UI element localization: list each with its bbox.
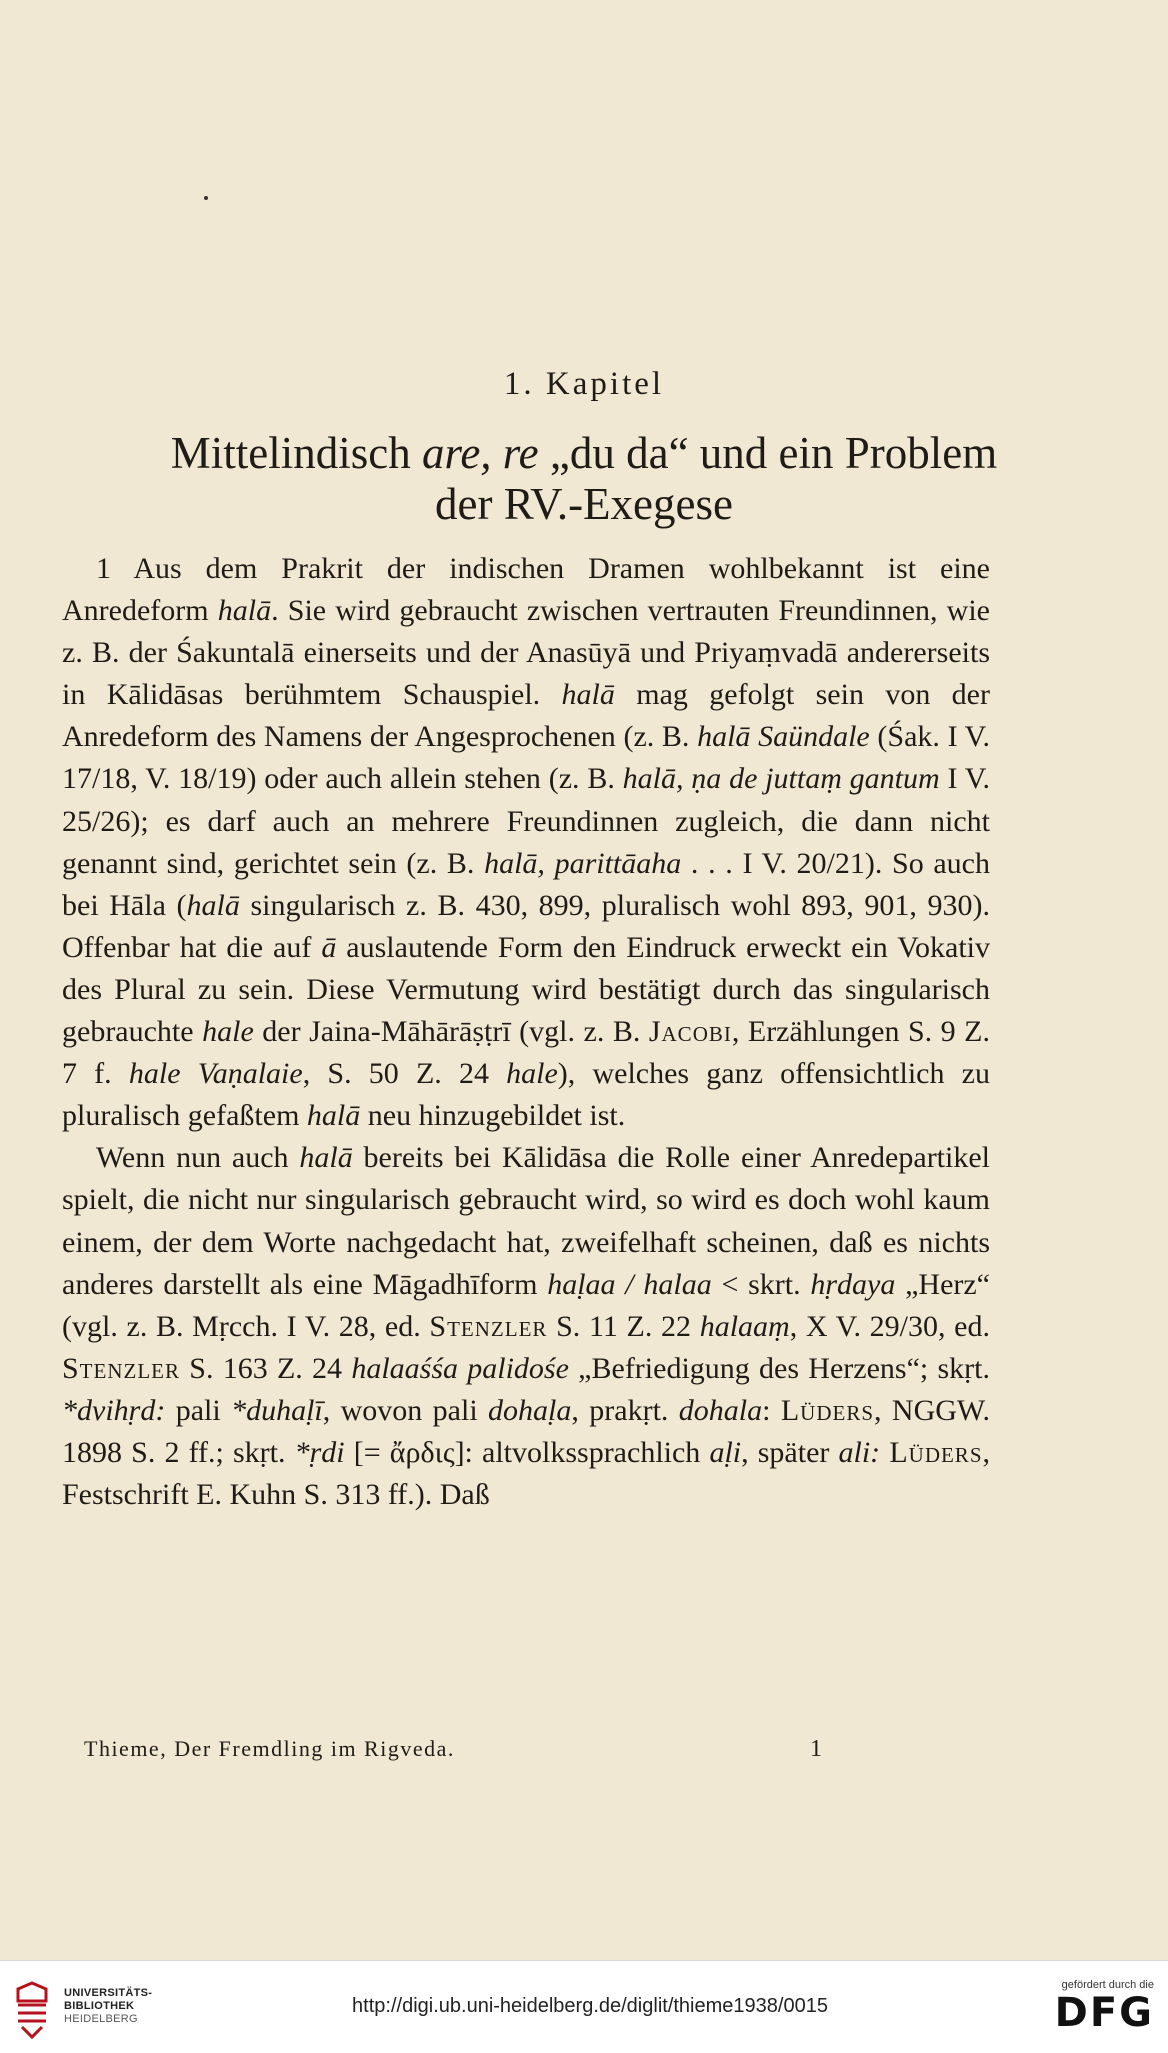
italic-term: halā, ṇa de juttaṃ gantum xyxy=(622,762,940,796)
running-footer: Thieme, Der Fremdling im Rigveda. xyxy=(84,1736,455,1761)
text-run: , Festschrift E. Kuhn S. 313 ff.). Daß xyxy=(62,1435,990,1512)
library-line-1: UNIVERSITÄTS- xyxy=(64,1987,153,1999)
italic-term: halaaśśa palidośe xyxy=(351,1351,569,1385)
text-run: S. 11 Z. 22 xyxy=(547,1309,700,1343)
page-url-link[interactable]: http://digi.ub.uni-heidelberg.de/diglit/thieme1938/0015 xyxy=(352,1995,828,2017)
text-run: mag gefolgt sein von der Anredeform des Namens der Angesprochenen (z. B. xyxy=(62,678,990,754)
text-run: auslautende Form den Eindruck erweckt ein Vokativ des Plural zu sein. Diese Vermutung wird bestätigt durch das singularisch gebrauchte xyxy=(62,930,990,1049)
text-run: S. 163 Z. 24 xyxy=(180,1351,352,1385)
italic-term: dohaḷa xyxy=(488,1393,572,1427)
italic-term: halaaṃ xyxy=(699,1309,790,1343)
dfg-logo-icon: DFG xyxy=(1054,1990,1154,2036)
italic-term: halā xyxy=(217,594,272,628)
text-run: I V. 25/26); es darf auch an mehrere Freundinnen zugleich, die dann nicht genannt sind, gerichtet sein (z. B. xyxy=(62,762,990,880)
title-line-2: der RV.-Exegese xyxy=(435,479,733,529)
library-name xyxy=(64,1987,152,2026)
text-run: Wenn nun auch xyxy=(96,1141,300,1175)
text-run: ), welches ganz offensichtlich zu pluralisch gefaßtem xyxy=(62,1057,990,1133)
italic-term: *ṛdi xyxy=(294,1435,345,1469)
italic-term: haḷaa / halaa xyxy=(547,1267,712,1301)
title-text-a: Mittelindisch xyxy=(170,428,422,478)
text-run: < skrt. xyxy=(711,1267,811,1301)
text-run: 1 Aus dem Prakrit der indischen Dramen wohlbekannt ist eine Anredeform xyxy=(62,552,990,628)
text-run: . Sie wird gebraucht zwischen vertrauten Freundinnen, wie z. B. der Śakuntalā einerseits und der Anasūyā und Priyaṃvadā andererseits in Kālidāsas berühmtem Schauspiel. xyxy=(62,594,990,712)
italic-term: hṛdaya xyxy=(810,1267,896,1301)
text-run: [= ἄρδις]: altvolkssprachlich xyxy=(344,1435,710,1469)
chapter-title xyxy=(40,428,1128,530)
text-run: der Jaina-Māhārāṣṭrī (vgl. z. B. xyxy=(253,1015,649,1049)
text-run: : xyxy=(762,1393,781,1427)
viewer-bottom-bar xyxy=(0,1960,1168,2053)
library-line-3: HEIDELBERG xyxy=(64,2013,138,2025)
italic-term: halā xyxy=(186,888,240,922)
text-run: , Erzählungen S. 9 Z. 7 f. xyxy=(62,1015,990,1091)
text-run: neu hinzugebildet ist. xyxy=(360,1099,626,1133)
ink-speck xyxy=(204,196,208,200)
italic-term: ā xyxy=(321,930,337,964)
sponsor-block xyxy=(1034,1979,1154,2035)
author-name: Stenzler xyxy=(62,1351,180,1385)
text-run: bereits bei Kālidāsa die Rolle einer Anredepartikel spielt, die nicht nur singularisch gebraucht wird, so wird es doch wohl kaum einem, der dem Worte nachgedacht hat, zweifelhaft scheinen, daß es nichts anderes darstellt als eine Māgadhīform xyxy=(62,1141,991,1301)
body-text xyxy=(62,548,990,1516)
text-run xyxy=(880,1436,889,1469)
text-run: , X V. 29/30, ed. xyxy=(789,1309,990,1343)
text-run: . . . I V. 20/21). So auch bei Hāla ( xyxy=(62,846,991,922)
italic-term: halā xyxy=(299,1141,353,1175)
author-name: Stenzler xyxy=(429,1309,548,1343)
italic-term: aḷi xyxy=(709,1435,742,1469)
paragraph-2 xyxy=(62,1137,990,1516)
italic-term: hale xyxy=(202,1015,254,1049)
italic-term: halā xyxy=(306,1099,361,1133)
text-run: , später xyxy=(741,1435,839,1469)
text-run: , prakṛt. xyxy=(571,1393,679,1427)
title-text-b: „du da“ und ein Problem xyxy=(538,428,998,478)
author-name: Jacobi xyxy=(648,1015,732,1049)
page-number: 1 xyxy=(810,1736,822,1762)
author-name: Lüders xyxy=(780,1393,875,1427)
italic-term: hale Vaṇalaie xyxy=(128,1057,303,1091)
text-run: , wovon pali xyxy=(322,1393,489,1427)
italic-term: halā xyxy=(561,678,615,712)
italic-term: *dvihṛd: xyxy=(62,1393,166,1427)
text-run: „Befriedigung des Herzens“; skṛt. xyxy=(568,1351,990,1385)
text-run: pali xyxy=(165,1393,232,1427)
paragraph-1 xyxy=(62,548,990,1137)
text-run: „Herz“ (vgl. z. B. Mṛcch. I V. 28, ed. xyxy=(62,1267,991,1343)
italic-term: ali: xyxy=(838,1435,881,1469)
chapter-heading: 1. Kapitel xyxy=(503,366,665,402)
italic-term: halā, parittāaha xyxy=(484,846,682,880)
italic-term: hale xyxy=(506,1057,558,1091)
italic-term: dohala xyxy=(678,1393,763,1427)
text-run: , S. 50 Z. 24 xyxy=(302,1057,507,1091)
title-italic: are, re xyxy=(421,428,539,478)
text-run: (Śak. I V. 17/18, V. 18/19) oder auch allein stehen (z. B. xyxy=(62,720,990,796)
italic-term: halā Saündale xyxy=(697,720,870,754)
sponsor-note: gefördert durch die xyxy=(1061,1979,1154,1991)
library-line-2: BIBLIOTHEK xyxy=(64,2000,135,2012)
text-run: singularisch z. B. 430, 899, pluralisch wohl 893, 901, 930). Offenbar hat die auf xyxy=(62,888,991,964)
university-logo-icon xyxy=(12,1981,52,2041)
italic-term: *duhaḷī xyxy=(231,1393,323,1427)
text-run: , NGGW. 1898 S. 2 ff.; skṛt. xyxy=(62,1393,990,1469)
author-name: Lüders xyxy=(889,1435,983,1469)
